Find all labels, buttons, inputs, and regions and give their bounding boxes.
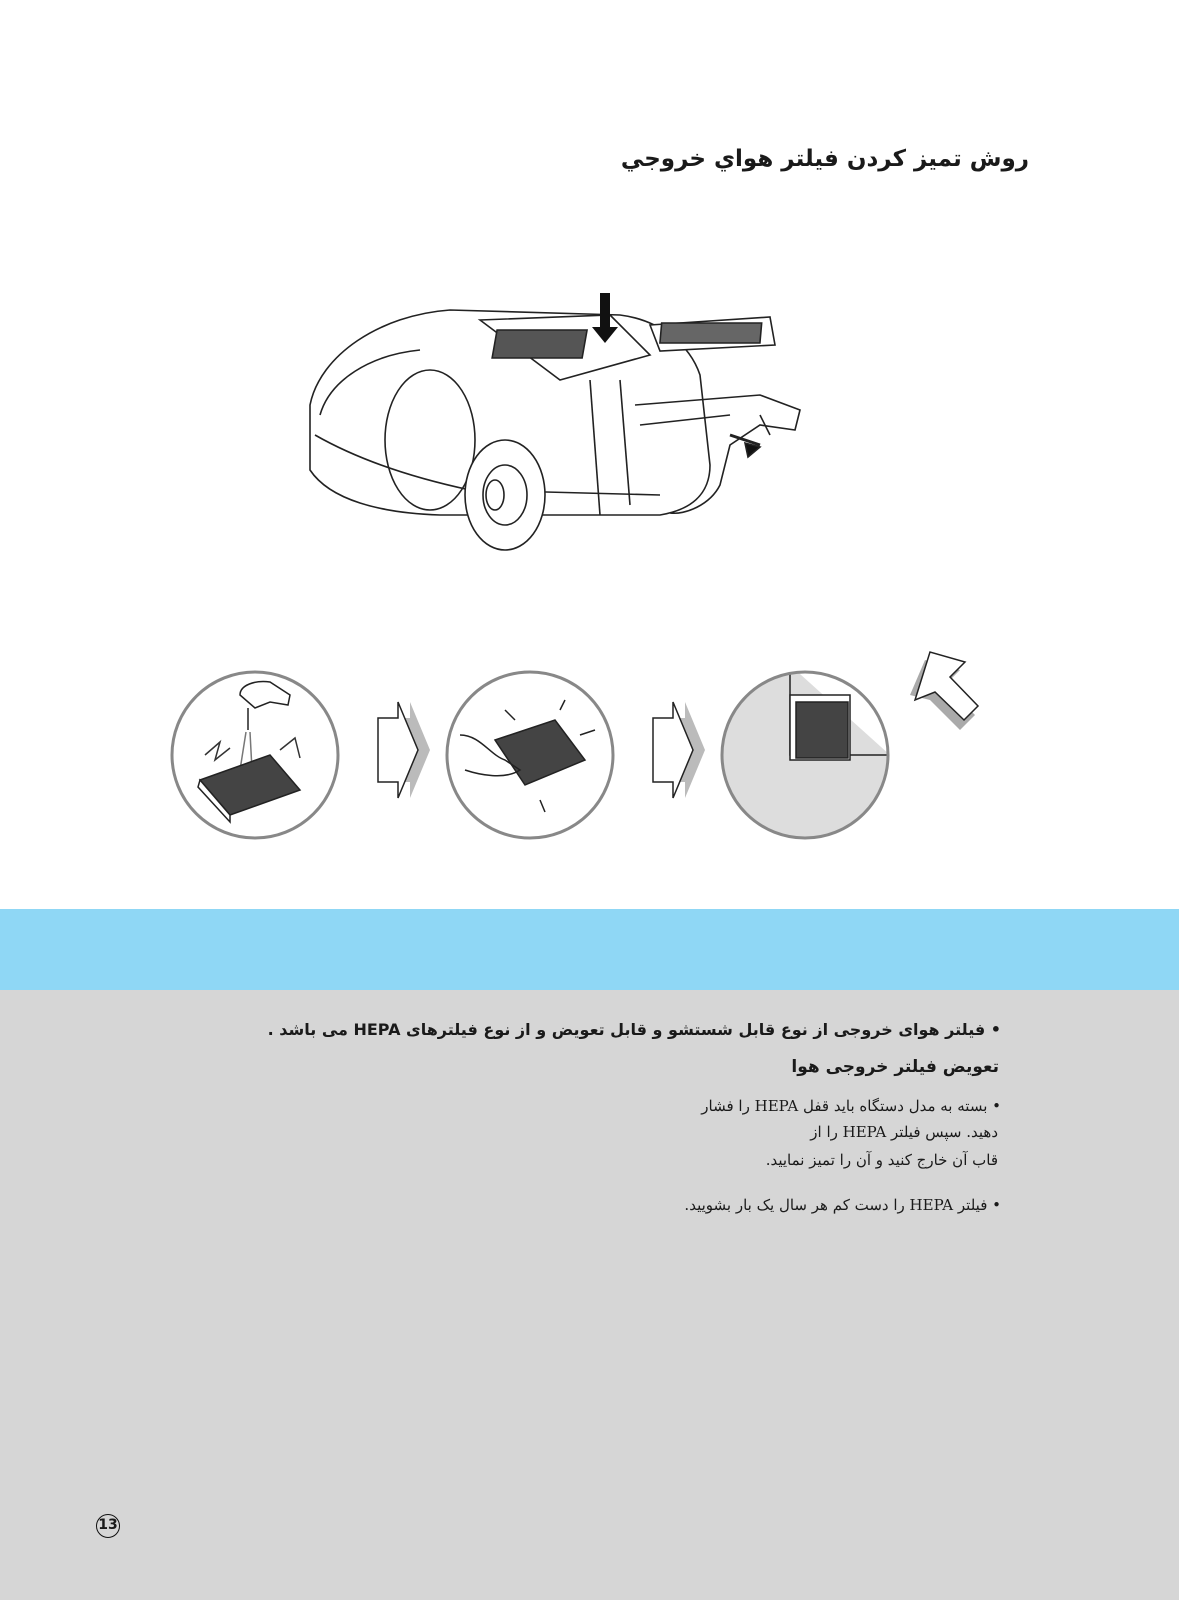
bullet-1-line-3: قاب آن خارج کنید و آن را تمیز نمایید. xyxy=(765,1151,998,1169)
notes-panel xyxy=(0,990,1179,1600)
arrow-right-icon xyxy=(653,702,705,798)
blue-band xyxy=(0,909,1179,990)
bullet-1-line-2: دهید. سپس فیلتر HEPA را از xyxy=(810,1123,998,1141)
filter-wash-icon xyxy=(172,672,338,838)
filter-replacement-heading: تعویض فیلتر خروجی هوا xyxy=(791,1057,999,1077)
arrow-right-icon xyxy=(378,702,430,798)
intro-note: • فیلتر هوای خروجی از نوع قابل شستشو و قابل تعویض و از نوع فیلترهای HEPA می باشد . xyxy=(267,1020,1001,1039)
page-title: روش تميز كردن فيلتر هواي خروجي xyxy=(620,146,1029,172)
vacuum-cleaner-illustration xyxy=(290,285,830,585)
page-number: 13 xyxy=(96,1514,120,1538)
filter-insert-icon xyxy=(720,665,890,840)
insert-direction-arrow-icon xyxy=(910,652,978,730)
bullet-2: • فیلتر HEPA را دست کم هر سال یک بار بشویید. xyxy=(684,1196,1001,1214)
filter-shake-icon xyxy=(447,672,613,838)
bullet-1-line-1: • بسته به مدل دستگاه باید قفل HEPA را فشار xyxy=(701,1097,1001,1115)
filter-cleaning-steps xyxy=(160,640,1000,850)
down-arrow-icon xyxy=(600,293,610,328)
